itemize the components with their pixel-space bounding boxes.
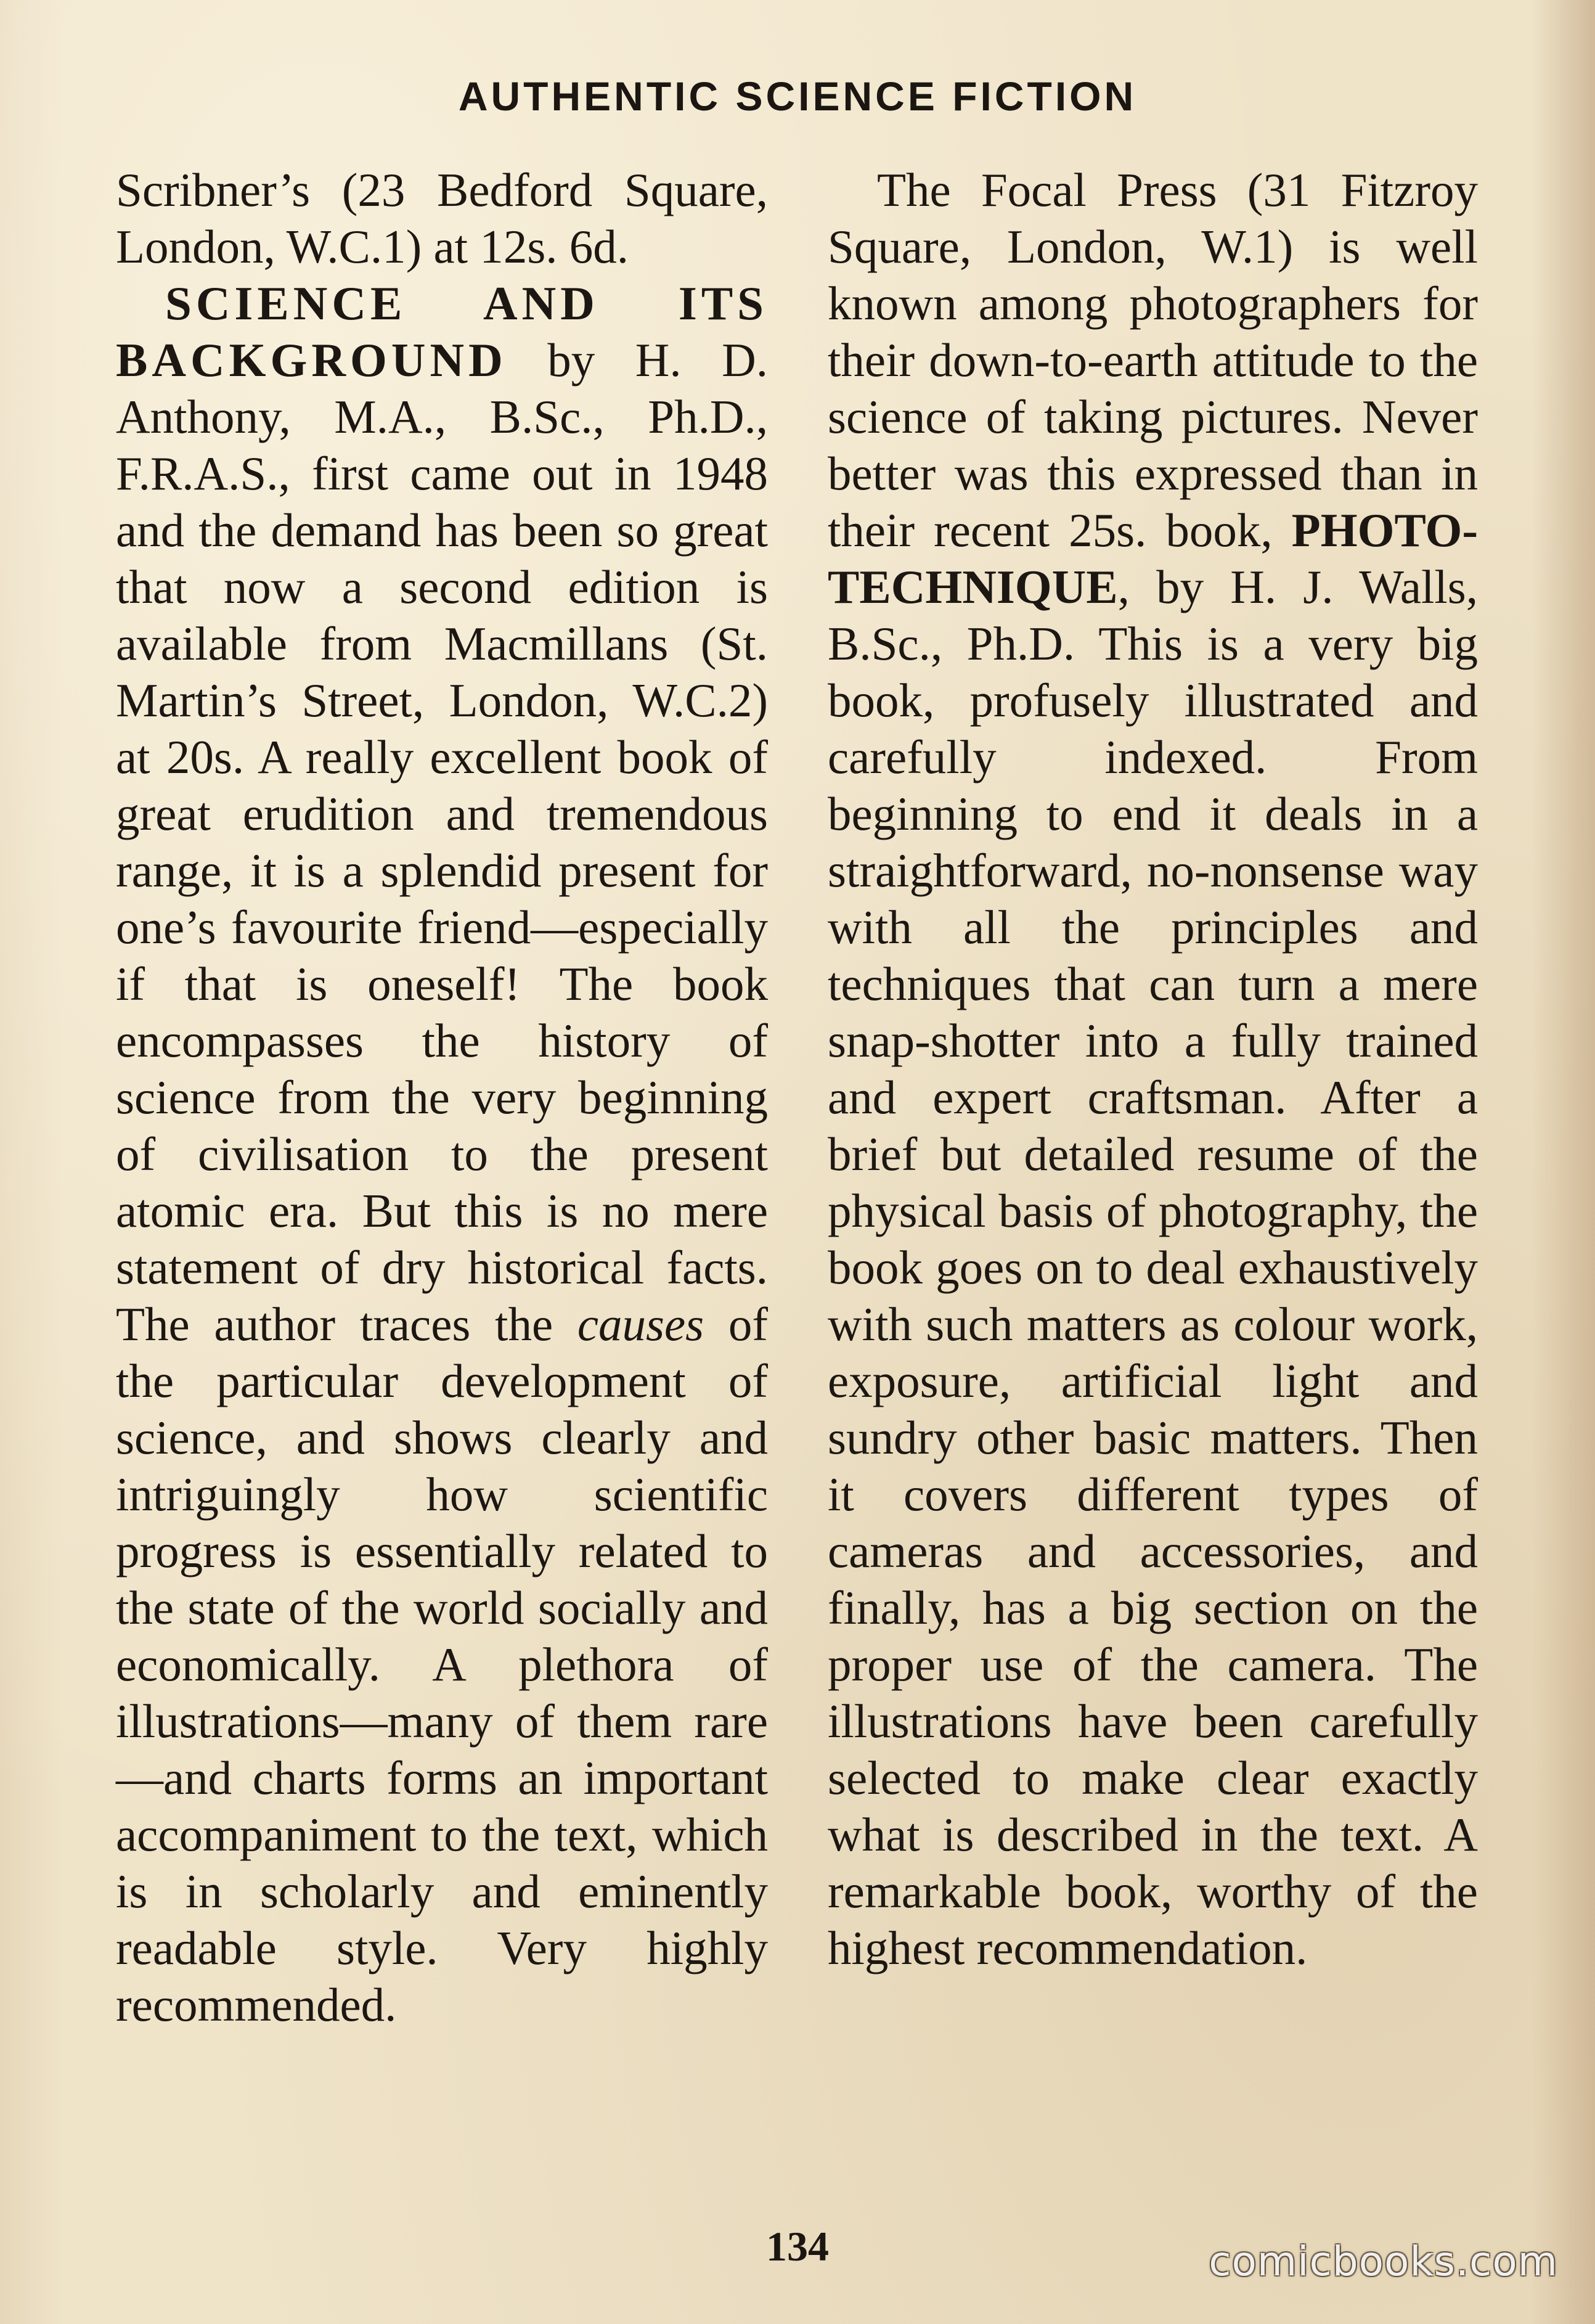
running-head: AUTHENTIC SCIENCE FICTION (458, 73, 1137, 119)
review-emphasis: causes (577, 1298, 704, 1351)
science-background-review (116, 275, 768, 2033)
continuation-paragraph: Scribner’s (23 Bedford Square, London, W.C.1) at 12s. 6d. (116, 163, 768, 273)
review-title-science-and-its-background: SCIENCE AND ITS BACKGROUND (116, 277, 768, 387)
watermark: comicbooks.com (1209, 2238, 1558, 2285)
review-text-part-1: by H. D. Anthony, M.A., B.Sc., Ph.D., F.R.A.S., first came out in 1948 and the demand has been so great that now a second edition is available from Macmillans (St. Martin’s Street, London, W.C.2) at 20s. A really excellent book of great erudition and tremendous range, it is a splendid present for one’s favourite friend—especially if that is oneself! The book encompasses the history of science from the very beginning of civilisation to the present atomic era. But this is no mere statement of dry historical facts. The author traces the (116, 333, 768, 1351)
review-text-part-1: The Focal Press (31 Fitzroy Square, London, W.1) is well known among photographers for their down-to-earth attitude to the science of taking pictures. Never better was this expressed than in their recent 25s. book, (828, 163, 1478, 557)
photo-technique-review (828, 162, 1478, 1976)
review-text-part-2: , by H. J. Walls, B.Sc., Ph.D. This is a very big book, profusely illustrated and carefully indexed. From beginning to end it deals in a straightforward, no-nonsense way with all the principles and techniques that can turn a mere snap-shotter into a fully trained and expert craftsman. After a brief but detailed resume of the physical basis of photography, the book goes on to deal exhaustively with such matters as colour work, exposure, artificial light and sundry other basic matters. Then it covers different types of cameras and accessories, and finally, has a big section on the proper use of the camera. The illustrations have been carefully selected to make clear exactly what is described in the text. A remarkable book, worthy of the highest recommendation. (828, 560, 1478, 1974)
left-column (116, 162, 768, 2033)
right-column (828, 162, 1478, 1976)
review-text-part-2: of the particular development of science, and shows clearly and intriguingly how scientific progress is essentially related to the state of the world socially and economically. A plethora of illustrations—many of them rare—and charts forms an important accompaniment to the text, which is in scholarly and eminently readable style. Very highly recommended. (116, 1298, 768, 2031)
review-title-photo-technique: PHOTO-TECHNIQUE (828, 504, 1478, 613)
page-number: 134 (766, 2223, 829, 2270)
